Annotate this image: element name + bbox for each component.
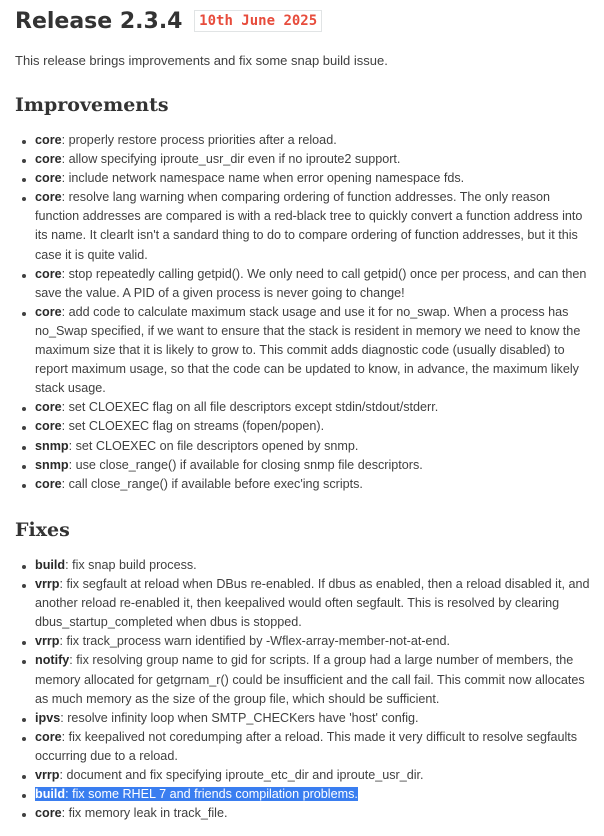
- item-tag: vrrp: [35, 634, 60, 649]
- list-item: [35, 437, 592, 456]
- item-text: : document and fix specifying iproute_etc_dir and iproute_usr_dir.: [59, 768, 424, 783]
- item-tag: snmp: [35, 457, 69, 472]
- item-tag: core: [35, 152, 62, 167]
- improvements-heading: Improvements: [15, 94, 169, 116]
- list-item-selected: [35, 785, 592, 804]
- item-text: : fix keepalived not coredumping after a reload. This made it very difficult to resolve segfaults occurring due to a reload.: [35, 729, 578, 763]
- release-intro: This release brings improvements and fix some snap build issue.: [15, 53, 388, 68]
- list-item: [35, 728, 592, 766]
- item-text: : fix resolving group name to gid for scripts. If a group had a large number of members, the memory allocated for getgrnam_r() could be insufficient and the call fail. This commit now allocates as much memory as the size of the group file, which should be sufficient.: [35, 653, 585, 706]
- item-tag: build: [35, 558, 66, 572]
- release-title: [15, 7, 322, 37]
- item-text: : include network namespace name when error opening namespace fds.: [61, 171, 465, 186]
- fixes-heading: Fixes: [15, 519, 70, 541]
- list-item: [35, 150, 592, 169]
- item-text: : add code to calculate maximum stack usage and use it for no_swap. When a process has no_Swap specified, if we want to ensure that the stack is resident in memory we need to know the maximum size that it is likely to grow to. This commit adds diagnostic code (usually disabled) to report maximum usage, so that the code can be updated to know, in advance, the maximum likely stack usage.: [35, 304, 581, 396]
- item-tag: vrrp: [35, 768, 60, 783]
- list-item: [35, 651, 592, 708]
- list-item: [35, 456, 592, 475]
- list-item: [35, 766, 592, 785]
- list-item: [35, 131, 592, 150]
- item-tag: core: [35, 806, 62, 821]
- item-text: : stop repeatedly calling getpid(). We only need to call getpid() once per process, and can then save the value. A PID of a given process is never going to change!: [35, 266, 587, 300]
- item-text: : allow specifying iproute_usr_dir even if no iproute2 support.: [61, 152, 401, 167]
- improvements-list: [15, 131, 592, 494]
- item-text: : fix segfault at reload when DBus re-enabled. If dbus as enabled, then a reload disabled it, and another reload re-enabled it, then keepalived would often segfault. This is resolved by clearing dbus_startup_completed when dbus is stopped.: [35, 577, 590, 630]
- list-item: [35, 303, 592, 398]
- list-item: [35, 475, 592, 494]
- item-text: : use close_range() if available for closing snmp file descriptors.: [68, 457, 423, 472]
- fixes-list: [15, 556, 592, 823]
- item-text: : fix snap build process.: [65, 558, 197, 572]
- item-tag: core: [35, 729, 62, 744]
- list-item: [35, 709, 592, 728]
- release-version: Release 2.3.4: [15, 9, 183, 34]
- list-item: [35, 804, 592, 823]
- item-text: : resolve infinity loop when SMTP_CHECKers have 'host' config.: [60, 710, 419, 725]
- item-text: : resolve lang warning when comparing ordering of function addresses. The only reason function addresses are compared is with a red-black tree to quickly convert a function address into its name. It clearlt isn't a sandard thing to do to compare ordering of function addresses, but it this case it is quite valid.: [35, 190, 583, 262]
- list-item: [35, 188, 592, 264]
- item-tag: vrrp: [35, 577, 60, 592]
- item-tag: notify: [35, 653, 70, 668]
- list-item: [35, 169, 592, 188]
- item-text: : set CLOEXEC flag on streams (fopen/popen).: [61, 419, 325, 434]
- item-tag: core: [35, 190, 62, 205]
- item-tag: core: [35, 419, 62, 434]
- list-item: [35, 398, 592, 417]
- item-tag: build: [35, 787, 66, 802]
- item-tag: ipvs: [35, 710, 61, 725]
- item-tag: core: [35, 476, 62, 491]
- text-selection-highlight: [35, 787, 358, 801]
- item-tag: core: [35, 171, 62, 186]
- item-text: : call close_range() if available before exec'ing scripts.: [61, 476, 363, 491]
- item-text: : fix track_process warn identified by -Wflex-array-member-not-at-end.: [59, 634, 451, 649]
- item-tag: core: [35, 304, 62, 319]
- release-date: 10th June 2025: [194, 10, 322, 32]
- item-text: : fix memory leak in track_file.: [61, 806, 228, 821]
- item-text: : set CLOEXEC on file descriptors opened by snmp.: [68, 438, 359, 453]
- list-item: [35, 556, 592, 575]
- item-tag: core: [35, 400, 62, 415]
- list-item: [35, 265, 592, 303]
- item-text: : fix some RHEL 7 and friends compilation problems.: [65, 787, 358, 802]
- list-item: [35, 417, 592, 436]
- item-text: : set CLOEXEC flag on all file descriptors except stdin/stdout/stderr.: [61, 400, 439, 415]
- item-tag: core: [35, 133, 62, 147]
- item-tag: snmp: [35, 438, 69, 453]
- item-text: : properly restore process priorities after a reload.: [61, 133, 337, 147]
- list-item: [35, 575, 592, 632]
- list-item: [35, 632, 592, 651]
- item-tag: core: [35, 266, 62, 281]
